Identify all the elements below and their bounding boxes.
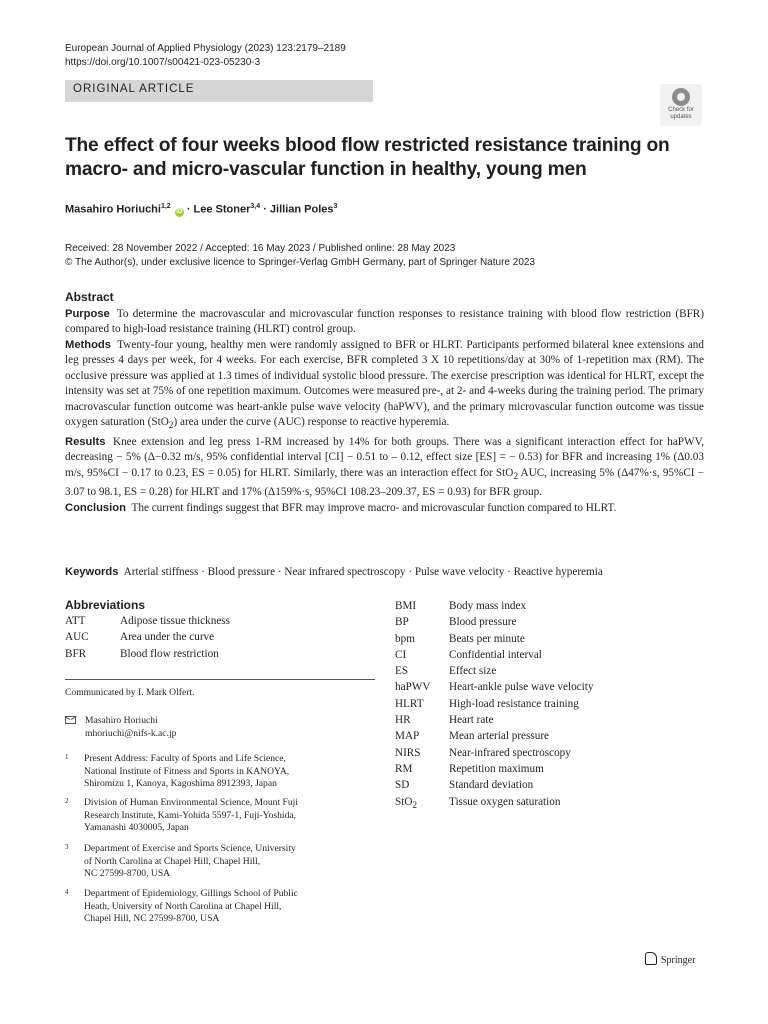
affiliation-number: 1: [65, 753, 69, 761]
affiliation-number: 3: [65, 843, 69, 851]
affiliation-number: 4: [65, 888, 69, 896]
abstract-results: [65, 435, 704, 501]
orcid-icon[interactable]: iD: [176, 208, 183, 215]
abbreviation-definition: Area under the curve: [120, 631, 215, 644]
abbreviation-list: [395, 598, 715, 810]
affiliation-text: [84, 843, 364, 881]
abbreviation-row: [395, 663, 715, 679]
abstract-text: The current findings suggest that BFR may improve macro- and microvascular function compared to HLRT.: [131, 501, 617, 514]
abbreviations-left: [65, 598, 385, 662]
author-affil-sup: 3: [333, 203, 338, 210]
affiliation-line: NC 27599-8700, USA: [84, 868, 171, 880]
corresponding-email[interactable]: mhoriuchi@nifs-k.ac.jp: [85, 728, 177, 739]
affiliation-line: Shiromizu 1, Kanoya, Kagoshima 8912393, Japan: [84, 778, 277, 790]
check-for-updates-badge[interactable]: [660, 84, 702, 126]
corresponding-name: Masahiro Horiuchi: [85, 715, 158, 726]
abbreviation-term: HLRT: [395, 697, 424, 710]
abstract-text: Twenty-four young, healthy men were randomly assigned to BFR or HLRT. Participants performed bilateral knee extensions and leg presses 4 days per week, for 4 weeks. For each exercise, BFR completed 3 X 10 repetitions/day at 30% of 1-repetition max (RM). The occlusive pressure was applied at 1.3 times of individual systolic blood pressure. The exercise prescription was identical for HLRT, except the intensity was set at 75% of one repetition maximum. Outcomes were measured pre-, at 2- and 4-weeks during the training period. The primary macrovascular function outcome was heart-ankle pulse wave velocity (haPWV), and the primary microvascular function outcome was tissue oxygen saturation (StO$_2$) area under the curve (AUC) response to reactive hyperemia.: [65, 338, 704, 432]
affiliation-text: [84, 753, 364, 791]
abstract-label: Results: [65, 435, 106, 448]
section-label: ORIGINAL ARTICLE: [73, 83, 195, 95]
abstract-label: Methods: [65, 338, 111, 351]
abbreviation-term: BFR: [65, 647, 87, 660]
abbreviation-term: CI: [395, 648, 407, 661]
abbreviation-list: [65, 613, 385, 662]
abstract-label: Conclusion: [65, 501, 126, 514]
abstract-text: Knee extension and leg press 1-RM increased by 14% for both groups. There was a significant interaction effect for haPWV, decreasing − 5% (Δ−0.32 m/s, 95% confidential interval [CI] − 0.51 to – 0.12, effect size [ES] = − 0.53) for BFR and increasing 1% (Δ0.03 m/s, 95%CI − 0.17 to 0.23, ES = 0.05) for HLRT. Similarly, there was an interaction effect for StO$_2$ AUC, increasing 5% (Δ47%·s, 95%CI − 3.07 to 98.1, ES = 0.28) for HLRT and 17% (Δ159%·s, 95%CI 108.23–209.37, ES = 0.93) for BFR group.: [65, 435, 704, 499]
affiliation-line: Heath, University of North Carolina at Chapel Hill,: [84, 900, 282, 912]
abbreviation-definition: Blood pressure: [449, 616, 517, 629]
abbreviation-definition: Repetition maximum: [449, 762, 544, 775]
affiliation-line: Research Institute, Kami-Yohida 5597-1, Fuji-Yoshida,: [84, 809, 297, 821]
check-updates-line2: updates: [670, 113, 692, 120]
abstract: [65, 290, 704, 516]
abbreviation-row: [65, 646, 385, 662]
affiliation-line: Yamanashi 4030005, Japan: [84, 822, 189, 834]
affiliation-text: [84, 797, 364, 835]
abbreviation-definition: Tissue oxygen saturation: [449, 795, 561, 808]
affiliation: [65, 843, 365, 883]
affiliation-line: Present Address: Faculty of Sports and Life Science,: [84, 753, 286, 764]
affiliation-line: Division of Human Environmental Science, Mount Fuji: [84, 797, 298, 808]
keywords-label: Keywords: [65, 566, 119, 578]
abstract-text: To determine the macrovascular and microvascular function responses to resistance training with blood flow restriction (BFR) compared to high-load resistance training (HLRT) control group.: [65, 307, 704, 335]
abbreviation-definition: Standard deviation: [449, 779, 534, 792]
abbreviation-definition: High-load resistance training: [449, 697, 579, 710]
abbreviation-row: [395, 745, 715, 761]
abstract-label: Purpose: [65, 307, 110, 320]
abbreviation-term: MAP: [395, 730, 420, 743]
abbreviation-row: [395, 598, 715, 614]
author-affil-sup: 3,4: [250, 203, 261, 210]
abbreviation-definition: Heart-ankle pulse wave velocity: [449, 681, 594, 694]
journal-header: [65, 42, 346, 70]
author-affil-sup: 1,2: [160, 203, 171, 210]
affiliation-line: Chapel Hill, NC 27599-8700, USA: [84, 913, 220, 925]
abstract-methods: [65, 338, 704, 435]
affiliation-text: [84, 888, 364, 926]
author-name: Masahiro Horiuchi: [65, 203, 161, 216]
abbreviation-row: [395, 712, 715, 728]
author-name: Lee Stoner: [193, 203, 251, 216]
abbreviation-definition: Confidential interval: [449, 648, 542, 661]
crossmark-icon: [672, 88, 690, 106]
abbreviation-definition: Body mass index: [449, 600, 527, 612]
doi-link[interactable]: https://doi.org/10.1007/s00421-023-05230-3: [65, 57, 261, 68]
abbreviation-definition: Blood flow restriction: [120, 647, 219, 660]
abbreviation-term: haPWV: [395, 681, 431, 694]
article-title: The effect of four weeks blood flow restricted resistance training on macro- and micro-vascular function in healthy, young men: [65, 135, 670, 180]
affiliation-line: Department of Exercise and Sports Science, University: [84, 843, 296, 854]
abbreviation-term: AUC: [65, 631, 89, 644]
abbreviation-term: NIRS: [395, 746, 421, 759]
abbreviation-definition: Adipose tissue thickness: [120, 615, 231, 627]
abbreviation-term: HR: [395, 714, 411, 727]
abstract-conclusion: [65, 501, 704, 517]
copyright-line: © The Author(s), under exclusive licence to Springer-Verlag GmbH Germany, part of Springer Nature 2023: [65, 257, 535, 268]
abbreviation-definition: Near-infrared spectroscopy: [449, 746, 571, 759]
keywords-text: Arterial stiffness · Blood pressure · Near infrared spectroscopy · Pulse wave velocity · Reactive hyperemia: [123, 566, 603, 578]
abbreviations-right: [395, 598, 715, 810]
abbreviation-definition: Heart rate: [449, 714, 494, 727]
abbreviation-row: [395, 777, 715, 793]
abbreviation-definition: Effect size: [449, 665, 497, 678]
abbreviation-definition: Beats per minute: [449, 632, 525, 645]
abbreviation-definition: Mean arterial pressure: [449, 730, 550, 743]
abbreviation-row: [395, 614, 715, 630]
abbreviation-row: [395, 647, 715, 663]
abbreviation-row: [65, 613, 385, 629]
author-list: [65, 203, 337, 217]
affiliation-line: of North Carolina at Chapel Hill, Chapel Hill,: [84, 855, 261, 867]
footnote-divider: [65, 679, 375, 680]
springer-horse-icon: [645, 952, 657, 965]
check-updates-line1: Check for: [668, 107, 694, 113]
affiliation: [65, 797, 365, 837]
abbreviation-row: [395, 631, 715, 647]
affiliation: [65, 753, 365, 793]
journal-citation: European Journal of Applied Physiology (2023) 123:2179–2189: [65, 43, 346, 54]
abbreviation-term: RM: [395, 762, 413, 775]
affiliation-line: Department of Epidemiology, Gillings School of Public: [84, 888, 298, 899]
author-separator: ·: [260, 203, 270, 216]
abbreviation-row: [65, 629, 385, 645]
abbreviation-row: [395, 679, 715, 695]
publication-dates: [65, 242, 535, 270]
publisher-name: Springer: [661, 955, 696, 966]
section-banner: [65, 80, 373, 102]
abbreviation-term: bpm: [395, 632, 415, 645]
abbreviation-term: ATT: [65, 615, 86, 627]
abbreviation-term: BMI: [395, 600, 417, 612]
corresponding-author: [65, 714, 365, 742]
affiliation-line: National Institute of Fitness and Sports in KANOYA,: [84, 765, 290, 777]
envelope-icon: [65, 716, 76, 724]
abstract-heading: Abstract: [65, 290, 114, 304]
abstract-purpose: [65, 307, 704, 338]
abbreviations-heading: Abbreviations: [65, 598, 146, 612]
author-name: Jillian Poles: [269, 203, 334, 216]
abbreviation-term: SD: [395, 779, 410, 792]
abbreviation-term: ES: [395, 665, 409, 678]
keywords: [65, 566, 705, 578]
dates-line: Received: 28 November 2022 / Accepted: 16 May 2023 / Published online: 28 May 2023: [65, 243, 456, 254]
abbreviation-row: [395, 696, 715, 712]
author-separator: ·: [183, 203, 194, 216]
abbreviation-row: [395, 728, 715, 744]
abbreviation-term: BP: [395, 616, 409, 629]
abbreviation-row: [395, 794, 715, 810]
publisher-logo: [645, 952, 695, 966]
abbreviation-term: StO$_2$: [395, 795, 418, 811]
communicated-by: Communicated by I. Mark Olfert.: [65, 687, 195, 698]
affiliation-number: 2: [65, 797, 69, 805]
abbreviation-row: [395, 761, 715, 777]
affiliation: [65, 888, 365, 928]
